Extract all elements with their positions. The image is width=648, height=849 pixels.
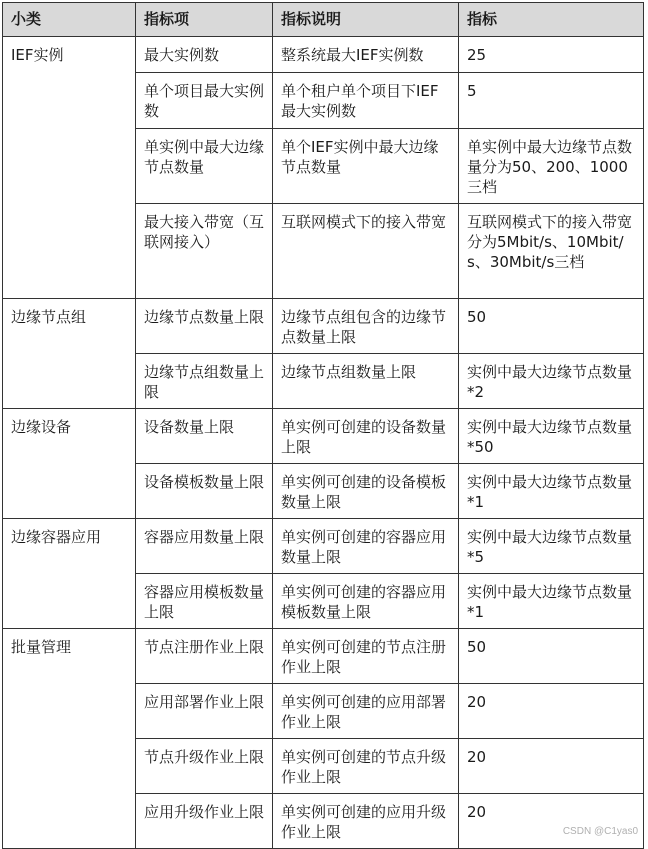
item-cell: 容器应用模板数量上限 xyxy=(136,574,273,629)
header-item: 指标项 xyxy=(136,3,273,37)
item-cell: 应用升级作业上限 xyxy=(136,794,273,849)
value-cell: 实例中最大边缘节点数量*50 xyxy=(459,409,644,464)
table-row xyxy=(3,37,644,73)
item-cell: 单个项目最大实例数 xyxy=(136,73,273,129)
value-cell: 25 xyxy=(459,37,644,73)
item-cell: 设备数量上限 xyxy=(136,409,273,464)
header-description: 指标说明 xyxy=(273,3,459,37)
description-cell: 单个IEF实例中最大边缘节点数量 xyxy=(273,129,459,204)
item-cell: 最大接入带宽（互联网接入） xyxy=(136,204,273,299)
description-cell: 单实例可创建的应用部署作业上限 xyxy=(273,684,459,739)
description-cell: 整系统最大IEF实例数 xyxy=(273,37,459,73)
description-cell: 单实例可创建的容器应用数量上限 xyxy=(273,519,459,574)
category-cell: IEF实例 xyxy=(3,37,136,299)
item-cell: 节点注册作业上限 xyxy=(136,629,273,684)
item-cell: 设备模板数量上限 xyxy=(136,464,273,519)
quota-table xyxy=(2,2,644,849)
value-cell: 5 xyxy=(459,73,644,129)
value-cell: 20 xyxy=(459,739,644,794)
value-cell: 实例中最大边缘节点数量*2 xyxy=(459,354,644,409)
item-cell: 最大实例数 xyxy=(136,37,273,73)
category-cell: 批量管理 xyxy=(3,629,136,849)
value-cell: 20 xyxy=(459,684,644,739)
value-cell: 互联网模式下的接入带宽分为5Mbit/s、10Mbit/s、30Mbit/s三档 xyxy=(459,204,644,299)
item-cell: 边缘节点数量上限 xyxy=(136,299,273,354)
description-cell: 单实例可创建的节点注册作业上限 xyxy=(273,629,459,684)
table-row xyxy=(3,629,644,684)
value-cell: 实例中最大边缘节点数量*1 xyxy=(459,464,644,519)
description-cell: 单实例可创建的设备模板数量上限 xyxy=(273,464,459,519)
value-cell: 50 xyxy=(459,629,644,684)
value-cell: 单实例中最大边缘节点数量分为50、200、1000三档 xyxy=(459,129,644,204)
description-cell: 边缘节点组数量上限 xyxy=(273,354,459,409)
table-row xyxy=(3,409,644,464)
header-value: 指标 xyxy=(459,3,644,37)
description-cell: 单实例可创建的节点升级作业上限 xyxy=(273,739,459,794)
item-cell: 节点升级作业上限 xyxy=(136,739,273,794)
description-cell: 单实例可创建的容器应用模板数量上限 xyxy=(273,574,459,629)
header-row xyxy=(3,3,644,37)
item-cell: 应用部署作业上限 xyxy=(136,684,273,739)
value-cell: 20 xyxy=(459,794,644,849)
description-cell: 单个租户单个项目下IEF最大实例数 xyxy=(273,73,459,129)
item-cell: 单实例中最大边缘节点数量 xyxy=(136,129,273,204)
value-cell: 实例中最大边缘节点数量*5 xyxy=(459,519,644,574)
table-row xyxy=(3,299,644,354)
description-cell: 单实例可创建的设备数量上限 xyxy=(273,409,459,464)
category-cell: 边缘节点组 xyxy=(3,299,136,409)
value-cell: 实例中最大边缘节点数量*1 xyxy=(459,574,644,629)
description-cell: 单实例可创建的应用升级作业上限 xyxy=(273,794,459,849)
description-cell: 互联网模式下的接入带宽 xyxy=(273,204,459,299)
header-category: 小类 xyxy=(3,3,136,37)
watermark: CSDN @C1yas0 xyxy=(562,826,638,837)
item-cell: 容器应用数量上限 xyxy=(136,519,273,574)
category-cell: 边缘设备 xyxy=(3,409,136,519)
item-cell: 边缘节点组数量上限 xyxy=(136,354,273,409)
table-row xyxy=(3,519,644,574)
value-cell: 50 xyxy=(459,299,644,354)
category-cell: 边缘容器应用 xyxy=(3,519,136,629)
description-cell: 边缘节点组包含的边缘节点数量上限 xyxy=(273,299,459,354)
